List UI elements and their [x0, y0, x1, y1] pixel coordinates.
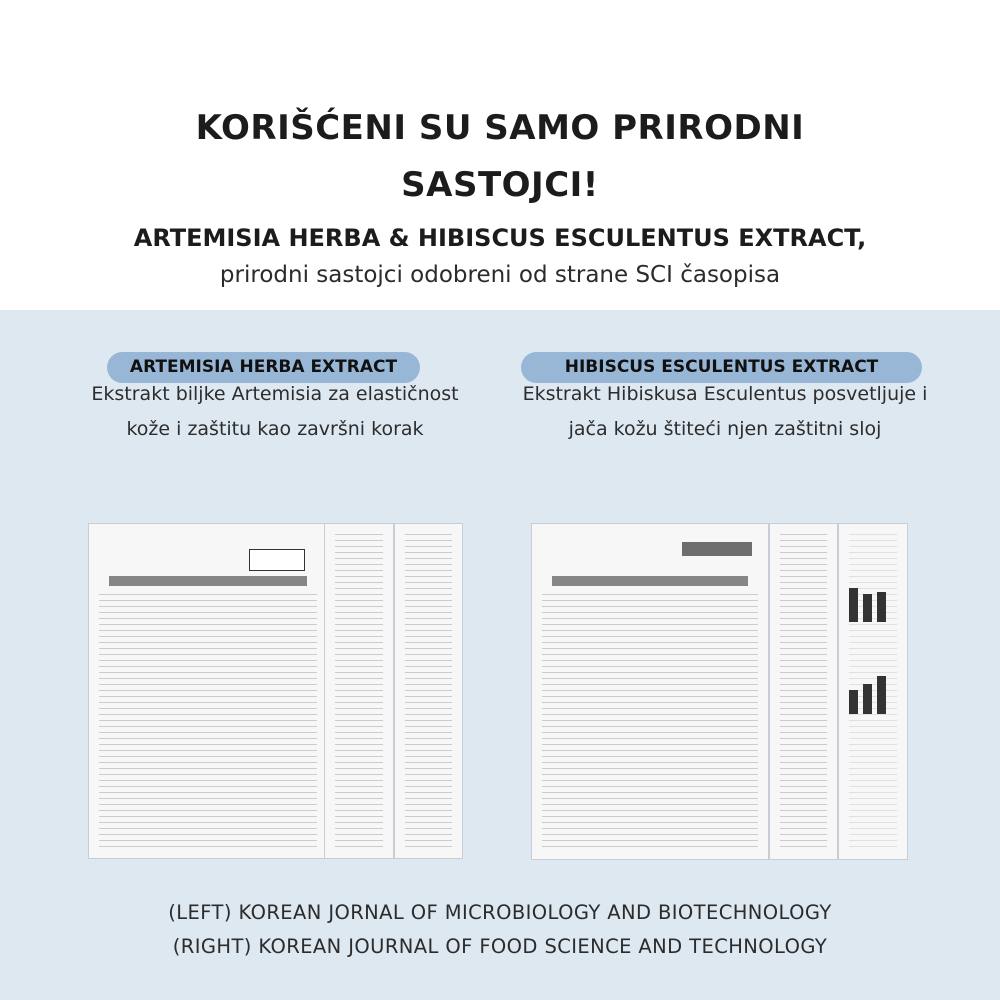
bar-figure-image	[847, 674, 901, 714]
ingredients-subheading: ARTEMISIA HERBA & HIBISCUS ESCULENTUS EXTRACT,	[133, 224, 867, 252]
source-credit-left: (LEFT) KOREAN JORNAL OF MICROBIOLOGY AND BIOTECHNOLOGY	[168, 901, 832, 924]
artemisia-badge: ARTEMISIA HERBA EXTRACT	[107, 352, 420, 383]
journal-logo-image	[682, 542, 752, 556]
hibiscus-paper-page-3-image	[838, 523, 908, 860]
paper-title-image	[109, 576, 307, 586]
artemisia-description-line-1: Ekstrakt biljke Artemisia za elastičnost	[91, 383, 459, 405]
hibiscus-description-line-1: Ekstrakt Hibiskusa Esculentus posvetljuje i	[522, 383, 928, 405]
hibiscus-description-line-2: jača kožu štiteći njen zaštitni sloj	[568, 418, 882, 440]
hibiscus-paper-page-2-image	[769, 523, 838, 860]
ingredients-subline: prirodni sastojci odobreni od strane SCI časopisa	[219, 262, 781, 288]
hibiscus-description	[490, 377, 960, 447]
artemisia-description-line-2: kože i zaštitu kao završni korak	[126, 418, 424, 440]
artemisia-paper-page-1-image	[88, 523, 328, 859]
paper-title-image	[552, 576, 748, 586]
headline-line-2: SASTOJCI!	[401, 165, 599, 205]
hibiscus-badge: HIBISCUS ESCULENTUS EXTRACT	[521, 352, 922, 383]
artemisia-paper-page-2-image	[324, 523, 394, 859]
journal-logo-image	[249, 549, 305, 571]
source-credit-right: (RIGHT) KOREAN JOURNAL OF FOOD SCIENCE AND TECHNOLOGY	[172, 935, 828, 958]
bar-figure-image	[847, 582, 901, 622]
headline-line-1: KORIŠĆENI SU SAMO PRIRODNI	[195, 108, 805, 148]
artemisia-paper-page-3-image	[394, 523, 463, 859]
artemisia-description	[60, 377, 490, 447]
hibiscus-paper-page-1-image	[531, 523, 769, 860]
